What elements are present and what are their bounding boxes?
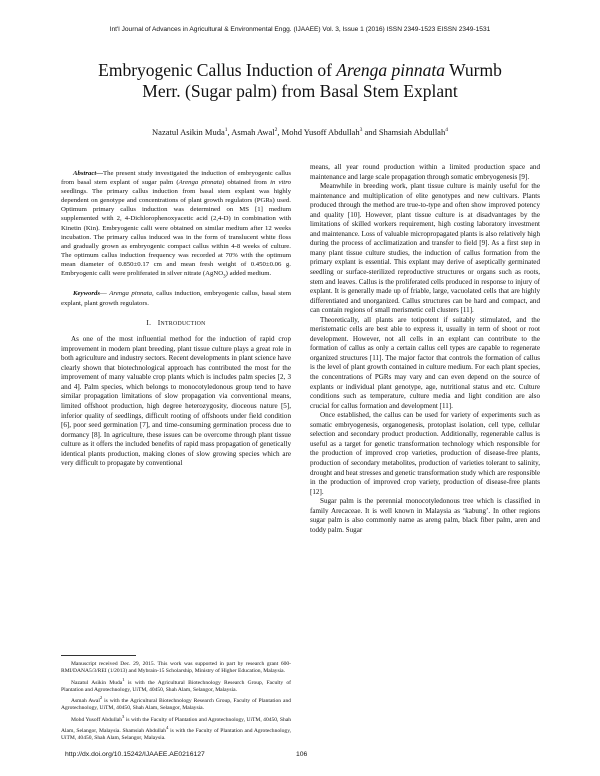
title-part2: Wurmb: [445, 60, 502, 80]
author-and: and: [362, 127, 379, 137]
author-4-affil: 4: [445, 127, 448, 134]
right-paragraph-5: Sugar palm is the perennial monocotyledonous tree which is classified in family Arecaceae. It is well known in Malaysia as ‘kabung’. In other regions sugar palm is also commonly name as areng palm, black fiber palm, aren and toddy palm. Sugar: [310, 497, 540, 534]
abstract-text: The present study investigated the induction of embryogenic callus from basal stem explant of sugar palm (Arenga pinnata) obtained from in vitro seedlings. The primary callus induction from basal stem explant was highly dependent on genotype and concentrations of plant growth regulators (PGRs) used. Optimum primary callus induction was determined on MS [1] medium supplemented with 2, 4-Dichlorophenoxyacetic acid (2,4-D) in combination with Kinetin (Kin). Embryogenic calli were obtained on similar medium after 12 weeks incubation. The primary callus induced was in the form of translucent white floss and gradually grown as embryogenic compact callus within 4-8 weeks of culture. The optimum callus induction frequency was recorded at 70% with the optimum mean diameter of 0.850±0.17 cm and mean fresh weight of 0.450±0.06 g. Embryogenic calli were proliferated in silver nitrate (AgNO$_3$) added medium.: [61, 170, 291, 280]
right-paragraph-3: Theoretically, all plants are totipotent if suitably stimulated, and the meristematic cells are best able to express it, usually in term of shoot or root development. However, not all cells in an explant can contribute to the formation of callus as only a certain callus cell types are capable to regenerate organized structures [11]. The major factor that controls the formation of callus is the level of plant growth contained in culture medium. For each plant species, the concentrations of PGRs may vary and can even depend on the source of explants or individual plant genotype, age, nutritional status and etc. Culture conditions such as temperature, culture media and light condition are also crucial for callus formation and development [11].: [310, 315, 540, 410]
title-line2: Merr. (Sugar palm) from Basal Stem Explant: [142, 81, 458, 101]
keywords-label: Keywords: [73, 290, 100, 298]
footnote-author-3-4: Mohd Yusoff Abdullah$^3$ is with the Faculty of Plantation and Agrotechnology, UiTM, 40450, Shah Alam, Selangor, Malaysia. Shamsiah Abdullah$^4$ is with the Faculty of Plantation and Agrotechnology, UiTM, 40450, Shah Alam, Selangor, Malaysia.: [61, 713, 292, 742]
section-heading-introduction: [61, 318, 291, 330]
author-4: Shamsiah Abdullah: [378, 127, 446, 137]
title-species: Arenga pinnata: [336, 60, 446, 80]
section-number: I.: [146, 317, 152, 327]
keywords: [61, 289, 291, 307]
intro-paragraph-1: As one of the most influential method for the induction of rapid crop improvement in modern plant breeding, plant tissue culture plays a great role in both agriculture and industry sectors. Recent developments in plant science have clearly shown that biotechnological approach has contributed the most for the improvement of many valuable crop plants which is includes palm species [2, 3 and 4]. Palm species, which belongs to monocotyledonous group tend to have similar propagation limitations of slow propagation via conventional means, limited offshoot production, high degree heterozygosity, dioceous nature [5], inferior quality of seedlings, difficult rooting of offshoots under field condition [6], poor seed germination [7], and time-consuming germination process due to dormancy [8]. In agriculture, these issues can be overcome through plant tissue culture as it offers the included benefits of rapid mass propagation of genetically identical plants production, making clones of slow growing species which are very difficult to propagate by conventional: [61, 335, 291, 468]
abstract: [61, 169, 291, 281]
footnote-author-2: Asmah Awal$^2$ is with the Agricultural Biotechnology Research Group, Faculty of Plantation and Agrotechnology, UiTM, 40450, Shah Alam, Selangor, Malaysia.: [61, 695, 291, 712]
section-title-initial: I: [157, 317, 161, 327]
doi-link[interactable]: http://dx.doi.org/10.15242/IJAAEE.AE0216127: [65, 751, 205, 758]
journal-header: Int'l Journal of Advances in Agricultural & Environmental Engg. (IJAAEE) Vol. 3, Issue 1 (2016) ISSN 2349-1523 EISSN 2349-1531: [109, 26, 491, 33]
footnote-divider: [61, 655, 136, 656]
abstract-dash: —: [96, 170, 104, 177]
author-1-affil: 1: [224, 127, 228, 134]
author-1: Nazatul Asikin Muda: [152, 127, 225, 137]
paper-title: [40, 60, 560, 102]
title-part1: Embryogenic Callus Induction of: [98, 60, 337, 80]
footnotes: [61, 661, 291, 742]
right-paragraph-2: Meanwhile in breeding work, plant tissue culture is mainly useful for the maintenance and multiplication of elite genotypes and new cultivars. Plants produced through the method are true-to-type and often show improved potency and quality [10]. However, plant tissue culture is at disadvantages by the limitations of skilled workers requirement, high costing laboratory investment and maintenance. Loss of valuable micropropagated plants is also relatively high during the process of acclimatization and transfer to field [9]. As a first step in many plant tissue culture studies, the induction of callus formation from the primary explant is essential. This explant may derive of aseptically germinated seedling or surface-sterilized reproductive structures or organs such as roots, stem and leaves. Callus is the proliferated cells produced in response to injury of explant. It is generally made up of friable, large, vacuolated cells that are highly differentiated and unorganized. Callus structures can be hard and compact, and can contain regions of small merismetic cell clusters [11].: [310, 182, 540, 315]
footnote-author-1: Nazatul Asikin Muda$^1$ is with the Agricultural Biotechnology Research Group, Faculty of Plantation and Agrotechnology, UiTM, 40450, Shah Alam, Selangor, Malaysia.: [61, 676, 291, 693]
abstract-label: Abstract: [73, 170, 97, 177]
author-sep: ,: [227, 127, 232, 137]
author-2-affil: 2: [274, 127, 278, 134]
author-list: [30, 127, 570, 137]
keywords-dash: —: [100, 290, 110, 298]
footnote-manuscript: Manuscript received Dec. 29, 2015. This work was supported in part by research grant 600-RMI/DANA5/3/REI (1/2013) and Mybrain-15 Scholarship, Ministry of Higher Education, Malaysia.: [61, 661, 291, 675]
right-paragraph-4: Once established, the callus can be used for variety of experiments such as somatic embryogenesis, organogenesis, protoplast isolation, cell type, cellular selection and secondary product production. Additionally, regenerable callus is useful as a target for genetic transformation technology which responsible for the production of improved crop varieties, production of disease-free plants, production of secondary metabolites, production of varieties tolerant to salinity, drought and heat stresses and genetic transformation study which are responsible in the production of improved crop variety, production of disease-free plants [12].: [310, 411, 540, 496]
author-2: Asmah Awal: [231, 127, 275, 137]
right-column: [310, 163, 540, 535]
author-3-affil: 3: [359, 127, 363, 134]
author-sep: ,: [277, 127, 282, 137]
left-column: [61, 169, 291, 469]
section-title-rest: NTRODUCTION: [160, 320, 206, 327]
keywords-species: Arenga pinnata: [109, 290, 153, 298]
right-paragraph-1: means, all year round production within a limited production space and maintenance and large scale propagation through somatic embryogenesis [9].: [310, 163, 540, 181]
author-3: Mohd Yusoff Abdullah: [281, 127, 360, 137]
keywords-text: , callus induction, embryogenic callus, basal stem explant, plant growth regulators.: [61, 290, 292, 307]
page-number: 106: [296, 751, 308, 758]
